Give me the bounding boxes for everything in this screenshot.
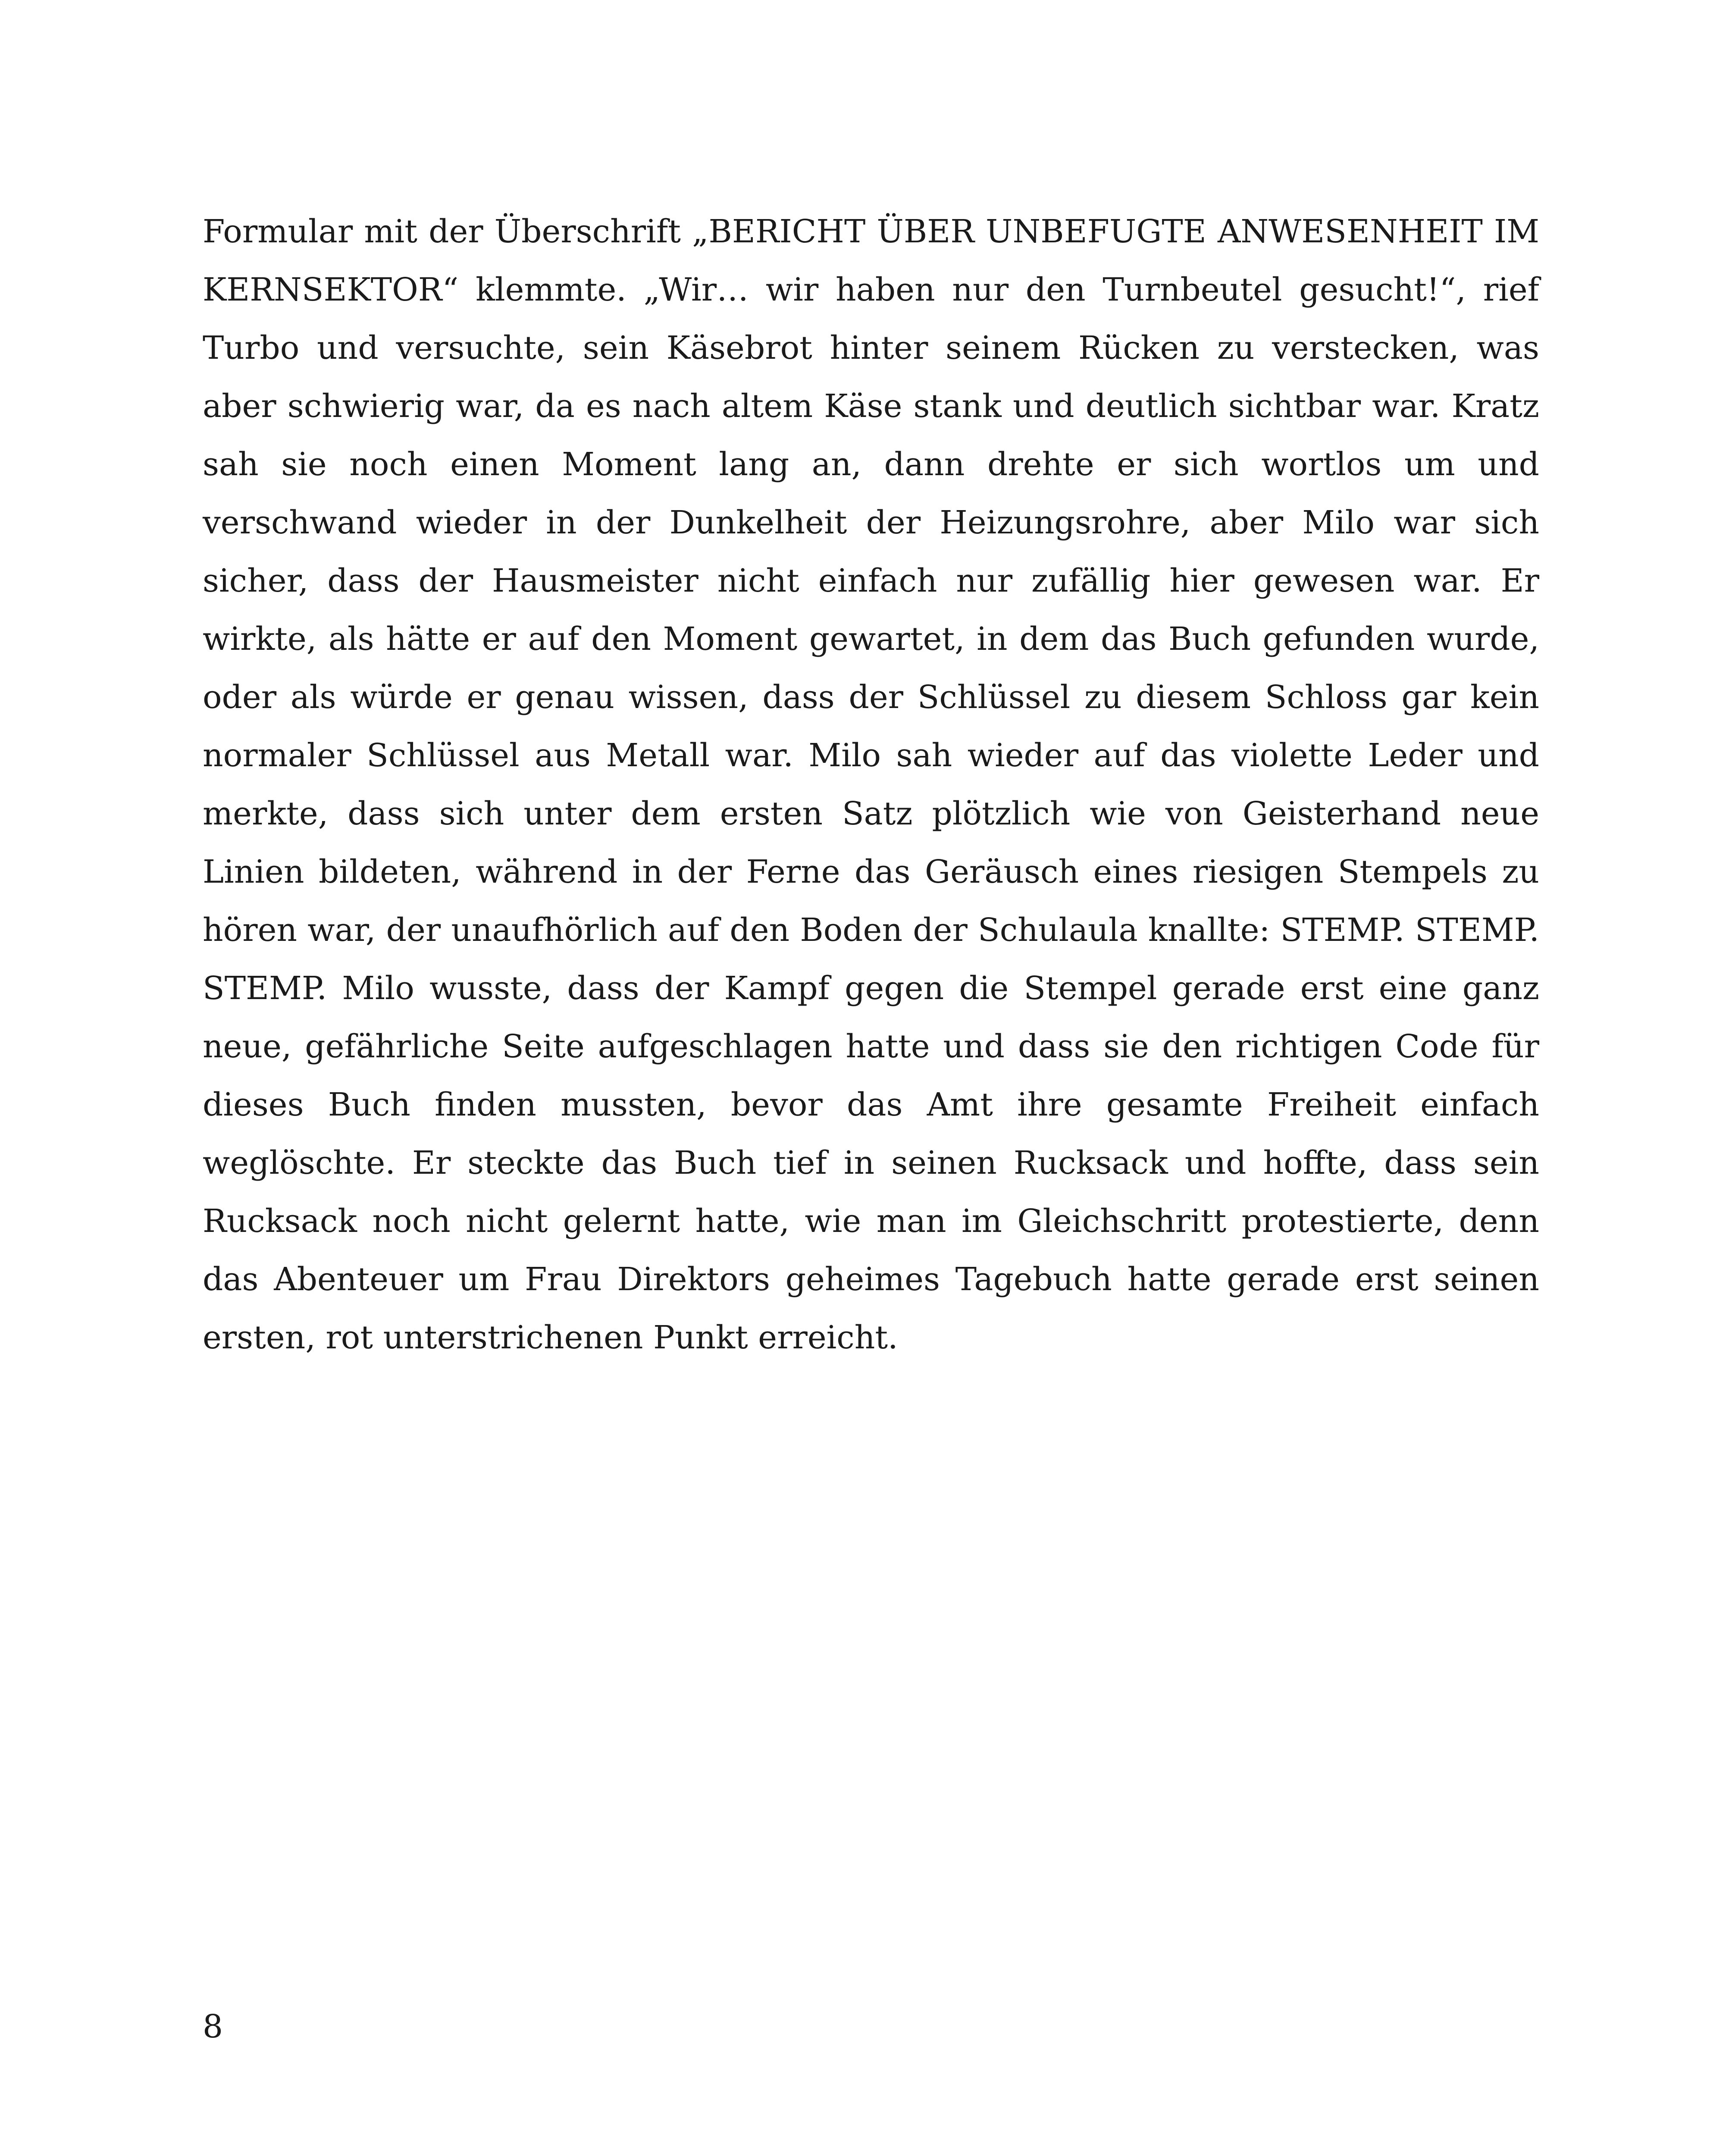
body-paragraph: Formular mit der Überschrift „BERICHT ÜBER UNBEFUGTE ANWESENHEIT IM KERNSEKTOR“ klemmte. „Wir… wir haben nur den Turnbeutel gesucht!“, rief Turbo und versuchte, sein Käsebrot hinter seinem Rücken zu verstecken, was aber schwierig war, da es nach altem Käse stank und deutlich sichtbar war. Kratz sah sie noch einen Moment lang an, dann drehte er sich wortlos um und verschwand wieder in der Dunkelheit der Heizungsrohre, aber Milo war sich sicher, dass der Hausmeister nicht einfach nur zufällig hier gewesen war. Er wirkte, als hätte er auf den Moment gewartet, in dem das Buch gefunden wurde, oder als würde er genau wissen, dass der Schlüssel zu diesem Schloss gar kein normaler Schlüssel aus Metall war. Milo sah wieder auf das violette Leder und merkte, dass sich unter dem ersten Satz plötzlich wie von Geisterhand neue Linien bildeten, während in der Ferne das Geräusch eines riesigen Stempels zu hören war, der unaufhörlich auf den Boden der Schulaula knallte: STEMP. STEMP. STEMP. Milo wusste, dass der Kampf gegen die Stempel gerade erst eine ganz neue, gefährliche Seite aufgeschlagen hatte und dass sie den richtigen Code für dieses Buch finden mussten, bevor das Amt ihre gesamte Freiheit einfach weglöschte. Er steckte das Buch tief in seinen Rucksack und hoffte, dass sein Rucksack noch nicht gelernt hatte, wie man im Gleichschritt protestierte, denn das Abenteuer um Frau Direktors geheimes Tagebuch hatte gerade erst seinen ersten, rot unterstrichenen Punkt erreicht. [203,213,1539,1356]
page-number: 8 [203,2008,223,2045]
